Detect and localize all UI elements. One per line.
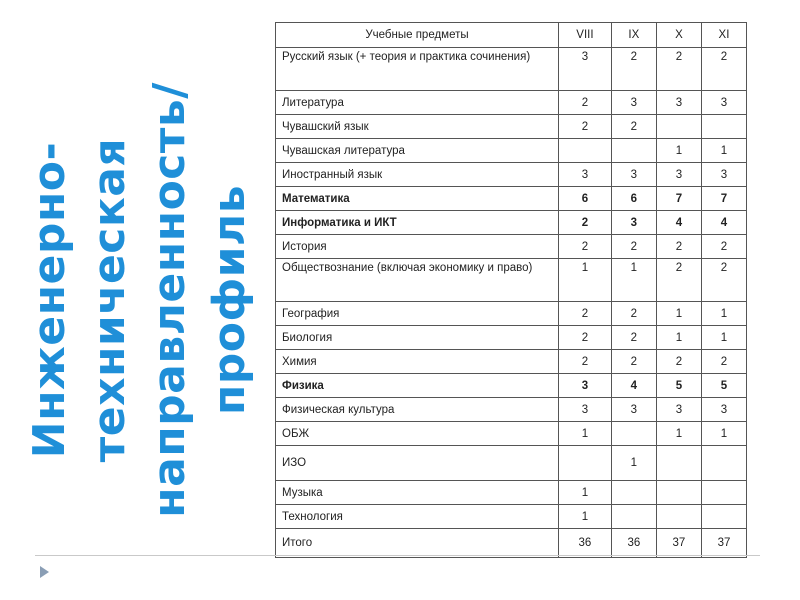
hours-cell: 2	[559, 235, 612, 259]
table-row	[276, 211, 747, 235]
hours-cell: 1	[559, 505, 612, 529]
subject-cell: Физика	[276, 374, 559, 398]
table-row	[276, 350, 747, 374]
hours-cell: 2	[701, 259, 746, 302]
hours-cell: 2	[559, 211, 612, 235]
hours-cell: 3	[656, 91, 701, 115]
hours-cell: 2	[701, 350, 746, 374]
table-row	[276, 139, 747, 163]
hours-cell: 3	[559, 48, 612, 91]
table-row	[276, 163, 747, 187]
subject-cell: Химия	[276, 350, 559, 374]
arrow-right-icon[interactable]	[40, 566, 49, 578]
subject-cell: ОБЖ	[276, 422, 559, 446]
header-grade-8: VIII	[559, 23, 612, 48]
hours-cell: 6	[611, 187, 656, 211]
hours-cell: 2	[701, 48, 746, 91]
table-row	[276, 398, 747, 422]
subject-cell: Иностранный язык	[276, 163, 559, 187]
hours-cell: 1	[656, 302, 701, 326]
total-cell: 37	[701, 529, 746, 558]
profile-title	[20, 65, 260, 535]
hours-cell: 1	[611, 259, 656, 302]
hours-cell: 2	[559, 350, 612, 374]
hours-cell: 2	[611, 326, 656, 350]
hours-cell: 5	[656, 374, 701, 398]
subject-cell: Русский язык (+ теория и практика сочинения)	[276, 48, 559, 91]
subject-cell: Информатика и ИКТ	[276, 211, 559, 235]
hours-cell: 7	[656, 187, 701, 211]
curriculum-table	[275, 22, 747, 558]
hours-cell: 2	[611, 48, 656, 91]
hours-cell: 2	[611, 235, 656, 259]
hours-cell: 3	[701, 163, 746, 187]
table-row	[276, 505, 747, 529]
table-row	[276, 115, 747, 139]
subject-cell: Физическая культура	[276, 398, 559, 422]
hours-cell: 1	[559, 422, 612, 446]
hours-cell: 2	[559, 302, 612, 326]
hours-cell: 3	[559, 374, 612, 398]
hours-cell: 2	[611, 302, 656, 326]
hours-cell: 4	[656, 211, 701, 235]
subject-cell: Литература	[276, 91, 559, 115]
hours-cell	[656, 505, 701, 529]
table-row	[276, 481, 747, 505]
table-header-row	[276, 23, 747, 48]
table-row	[276, 422, 747, 446]
hours-cell	[701, 505, 746, 529]
hours-cell	[701, 446, 746, 481]
header-grade-10: X	[656, 23, 701, 48]
hours-cell: 2	[656, 235, 701, 259]
title-line-3: направленность/	[144, 82, 195, 518]
hours-cell: 3	[611, 163, 656, 187]
hours-cell: 6	[559, 187, 612, 211]
header-subjects: Учебные предметы	[276, 23, 559, 48]
hours-cell: 1	[559, 259, 612, 302]
hours-cell: 2	[656, 350, 701, 374]
subject-cell: География	[276, 302, 559, 326]
table-row	[276, 91, 747, 115]
hours-cell: 3	[701, 398, 746, 422]
hours-cell	[656, 446, 701, 481]
title-line-1: Инженерно-	[24, 141, 75, 459]
hours-cell	[559, 446, 612, 481]
hours-cell	[611, 481, 656, 505]
hours-cell: 1	[656, 422, 701, 446]
table-row	[276, 302, 747, 326]
table-row	[276, 235, 747, 259]
hours-cell: 1	[701, 139, 746, 163]
total-label: Итого	[276, 529, 559, 558]
hours-cell: 3	[701, 91, 746, 115]
hours-cell	[611, 139, 656, 163]
hours-cell: 1	[656, 326, 701, 350]
hours-cell	[701, 481, 746, 505]
hours-cell: 1	[611, 446, 656, 481]
hours-cell: 2	[559, 91, 612, 115]
hours-cell: 3	[656, 163, 701, 187]
table-row	[276, 374, 747, 398]
title-line-2: техническая	[84, 137, 135, 463]
hours-cell: 2	[611, 115, 656, 139]
hours-cell: 1	[701, 302, 746, 326]
subject-cell: Математика	[276, 187, 559, 211]
hours-cell	[559, 139, 612, 163]
hours-cell: 3	[559, 163, 612, 187]
table-row-total	[276, 529, 747, 558]
hours-cell: 3	[611, 211, 656, 235]
hours-cell: 2	[701, 235, 746, 259]
hours-cell: 1	[656, 139, 701, 163]
title-line-4: профиль	[204, 184, 255, 416]
hours-cell: 2	[611, 350, 656, 374]
hours-cell: 3	[656, 398, 701, 422]
hours-cell: 1	[559, 481, 612, 505]
footer-divider	[35, 555, 760, 556]
total-cell: 36	[611, 529, 656, 558]
table-row	[276, 187, 747, 211]
table-row	[276, 326, 747, 350]
subject-cell: Биология	[276, 326, 559, 350]
hours-cell	[701, 115, 746, 139]
subject-cell: ИЗО	[276, 446, 559, 481]
hours-cell: 3	[611, 91, 656, 115]
table-row	[276, 446, 747, 481]
header-grade-11: XI	[701, 23, 746, 48]
hours-cell: 5	[701, 374, 746, 398]
subject-cell: Технология	[276, 505, 559, 529]
subject-cell: Музыка	[276, 481, 559, 505]
hours-cell: 4	[701, 211, 746, 235]
hours-cell: 4	[611, 374, 656, 398]
hours-cell: 7	[701, 187, 746, 211]
hours-cell: 3	[559, 398, 612, 422]
hours-cell: 1	[701, 422, 746, 446]
hours-cell	[611, 505, 656, 529]
hours-cell: 2	[656, 259, 701, 302]
hours-cell: 2	[559, 115, 612, 139]
hours-cell: 2	[656, 48, 701, 91]
subject-cell: Обществознание (включая экономику и право)	[276, 259, 559, 302]
hours-cell: 3	[611, 398, 656, 422]
total-cell: 37	[656, 529, 701, 558]
subject-cell: Чувашский язык	[276, 115, 559, 139]
subject-cell: Чувашская литература	[276, 139, 559, 163]
subject-cell: История	[276, 235, 559, 259]
table-row	[276, 48, 747, 91]
total-cell: 36	[559, 529, 612, 558]
hours-cell	[656, 481, 701, 505]
table-row	[276, 259, 747, 302]
hours-cell: 2	[559, 326, 612, 350]
hours-cell	[656, 115, 701, 139]
hours-cell	[611, 422, 656, 446]
hours-cell: 1	[701, 326, 746, 350]
header-grade-9: IX	[611, 23, 656, 48]
